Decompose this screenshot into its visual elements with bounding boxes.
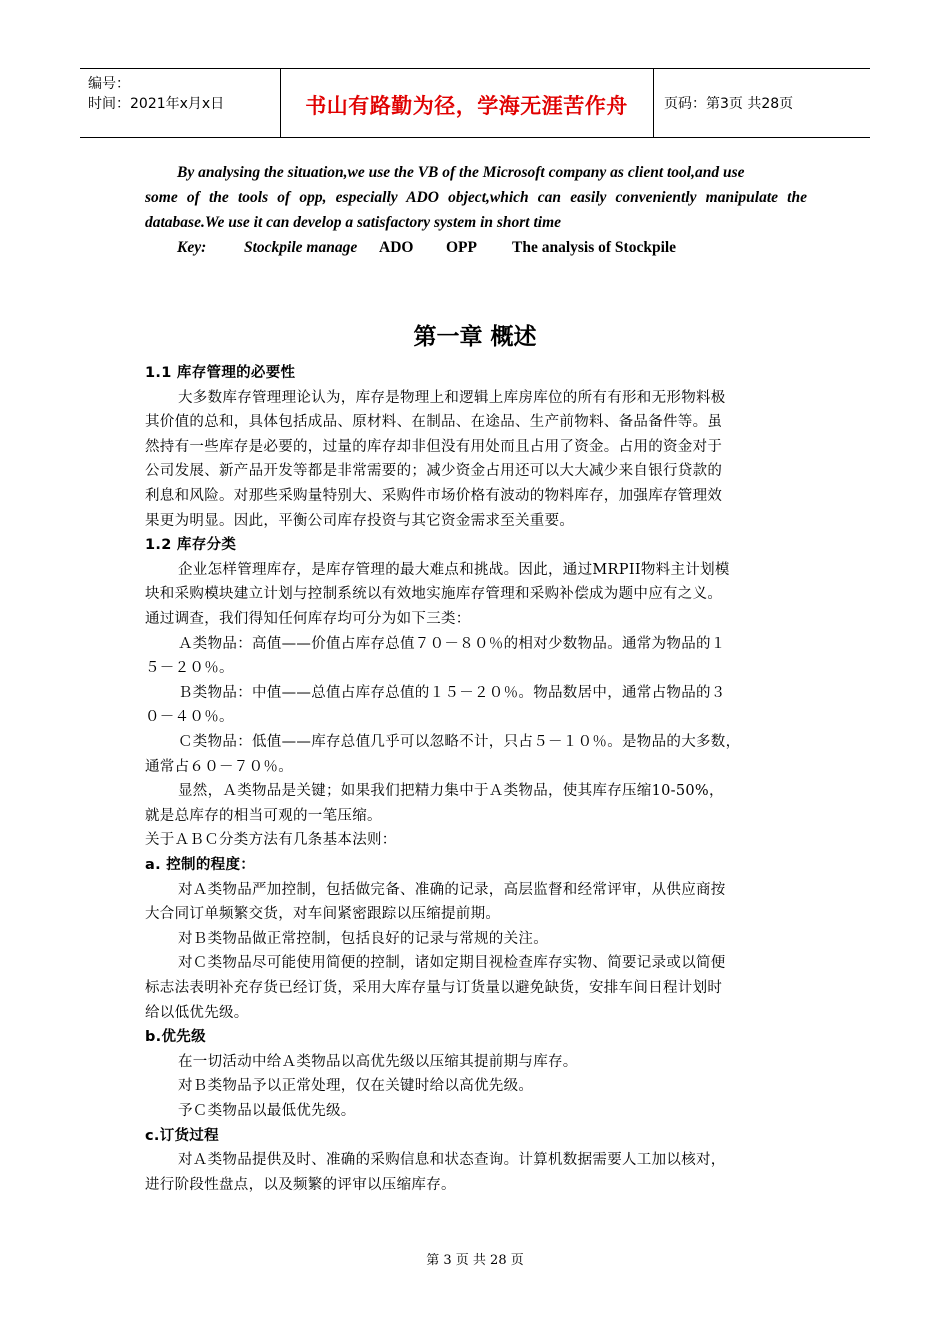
body-line: 对Ｃ类物品尽可能使用简便的控制，诸如定期目视检查库存实物、简要记录或以简便 (178, 955, 726, 972)
body-line: Ａ类物品：高值——价值占库存总值７０－８０％的相对少数物品。通常为物品的１ (178, 635, 726, 652)
header-number-label: 编号： (88, 76, 130, 92)
body-line: 给以低优先级。 (145, 1004, 249, 1021)
page-header (80, 68, 870, 138)
section-heading: a. 控制的程度： (145, 857, 256, 873)
section-heading: c.订货过程 (145, 1127, 219, 1144)
body-line: 显然，Ａ类物品是关键；如果我们把精力集中于Ａ类物品，使其库存压缩10-50%， (178, 783, 724, 800)
key-label: Key: (177, 239, 207, 256)
body-line: 公司发展、新产品开发等都是非常需要的；减少资金占用还可以大大减少来自银行贷款的 (145, 463, 723, 480)
keywords-row (0, 235, 950, 260)
body-line: 利息和风险。对那些采购量特别大、采购件市场价格有波动的物料库存，加强库存管理效 (145, 488, 723, 504)
body-line: 块和采购模块建立计划与控制系统以有效地实施库存管理和采购补偿成为题中应有之义。 (145, 586, 723, 603)
keyword-4: The analysis of Stockpile (512, 239, 677, 256)
section-heading: 1.1 库存管理的必要性 (145, 365, 296, 381)
header-motto: 书山有路勤为径，学海无涯苦作舟 (280, 69, 654, 137)
body-line: ０－４０％。 (145, 709, 234, 726)
header-date: 时间：2021年x月x日 (88, 96, 225, 112)
body-line: 对Ａ类物品提供及时、准确的采购信息和状态查询。计算机数据需要人工加以核对， (178, 1152, 726, 1169)
section-heading: b.优先级 (145, 1029, 206, 1046)
body-line: 对Ｂ类物品做正常控制，包括良好的记录与常规的关注。 (178, 930, 548, 947)
body-line: 关于ＡＢＣ分类方法有几条基本法则： (145, 832, 397, 849)
keyword-3: OPP (446, 239, 477, 256)
body-line: ５－２０％。 (145, 660, 234, 677)
page-footer: 第 3 页 共 28 页 (426, 1253, 524, 1268)
keyword-1: Stockpile manage (244, 239, 358, 256)
body-line: 其价值的总和，具体包括成品、原材料、在制品、在途品、生产前物料、备品备件等。虽 (145, 414, 723, 431)
body-line: 进行阶段性盘点，以及频繁的评审以压缩库存。 (145, 1176, 456, 1193)
header-page-info: 页码：第3页 共28页 (664, 96, 794, 112)
keyword-2: ADO (379, 239, 414, 256)
body-line: 予Ｃ类物品以最低优先级。 (178, 1103, 356, 1119)
body-line: 大合同订单频繁交货，对车间紧密跟踪以压缩提前期。 (145, 906, 501, 923)
header-meta-cell (80, 69, 281, 137)
abstract-line-3: database.We use it can develop a satisfactory system in short time (145, 214, 562, 231)
body-line: 在一切活动中给Ａ类物品以高优先级以压缩其提前期与库存。 (178, 1053, 578, 1070)
body-line: 然持有一些库存是必要的，过量的库存却非但没有用处而且占用了资金。占用的资金对于 (145, 438, 723, 455)
body-line: 大多数库存管理理论认为，库存是物理上和逻辑上库房库位的所有有形和无形物料极 (178, 389, 726, 406)
body-line: 标志法表明补充存货已经订货，采用大库存量与订货量以避免缺货，安排车间日程计划时 (145, 980, 723, 996)
body-line: 对Ｂ类物品予以正常处理，仅在关键时给以高优先级。 (178, 1078, 534, 1095)
body-line: 果更为明显。因此，平衡公司库存投资与其它资金需求至关重要。 (145, 512, 575, 529)
body-line: 对Ａ类物品严加控制，包括做完备、准确的记录，高层监督和经常评审，从供应商按 (178, 881, 726, 898)
body-line: Ｂ类物品：中值——总值占库存总值的１５－２０％。物品数居中，通常占物品的３ (178, 684, 726, 701)
body-line: 通常占６０－７０％。 (145, 758, 293, 775)
body-line: Ｃ类物品：低值——库存总值几乎可以忽略不计，只占５－１０％。是物品的大多数， (178, 734, 741, 750)
chapter-title: 第一章 概述 (413, 324, 537, 350)
abstract-line-1: By analysing the situation,we use the VB of the Microsoft company as client tool,and use (177, 164, 745, 181)
section-heading: 1.2 库存分类 (145, 537, 237, 554)
body-line: 企业怎样管理库存，是库存管理的最大难点和挑战。因此，通过MRPII物料主计划模 (178, 561, 730, 578)
abstract-line-2: some of the tools of opp, especially ADO object,which can easily conveniently manipulate the (145, 189, 807, 206)
body-line: 就是总库存的相当可观的一笔压缩。 (145, 807, 382, 824)
body-line: 通过调查，我们得知任何库存均可分为如下三类： (145, 611, 471, 627)
